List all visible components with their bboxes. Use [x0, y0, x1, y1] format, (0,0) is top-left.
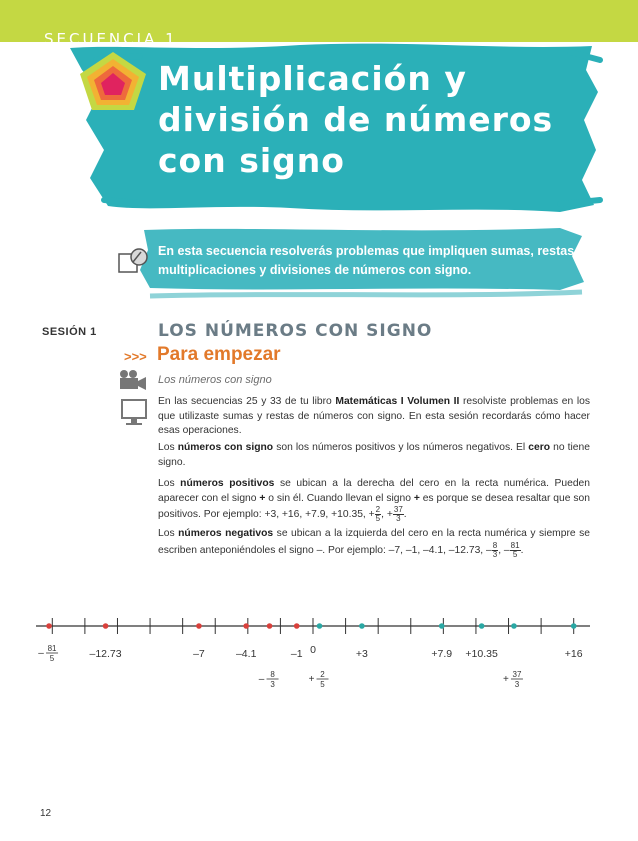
number-line-point — [479, 623, 485, 629]
number-line — [0, 600, 638, 700]
fraction: $\frac{2}{5}$ — [375, 505, 381, 523]
number-line-fraction-label — [38, 644, 58, 663]
number-line-label: +10.35 — [465, 648, 498, 660]
fraction: $\frac{8}{3}$ — [492, 540, 498, 559]
number-line-label: –4.1 — [235, 648, 257, 660]
number-line-label: +3 — [355, 648, 368, 660]
arrows-marker: >>> — [124, 349, 147, 364]
number-line-point — [196, 623, 202, 629]
number-line-point — [46, 623, 52, 629]
number-line-denominator: 5 — [49, 654, 55, 663]
number-line-point — [267, 623, 273, 629]
number-line-label: –1 — [290, 648, 303, 660]
title-line: Multiplicación y — [158, 59, 467, 98]
fraction: $\frac{81}{5}$ — [510, 540, 520, 559]
section-title: LOS NÚMEROS CON SIGNO — [158, 321, 433, 341]
computer-monitor-icon — [120, 398, 148, 428]
title-line: con signo — [158, 141, 345, 180]
sequence-label: SECUENCIA 1 — [44, 30, 178, 48]
number-line-numerator: 37 — [512, 670, 522, 679]
digital-resource-icon — [117, 246, 151, 276]
number-line-label: –12.73 — [89, 648, 122, 660]
number-line-label: 0 — [310, 644, 316, 656]
number-line-label: –7 — [193, 648, 205, 660]
number-line-sign: – — [258, 674, 265, 685]
number-line-denominator: 5 — [320, 680, 325, 689]
session-label: SESIÓN 1 — [42, 326, 97, 338]
number-line-point — [439, 623, 445, 629]
page-number: 12 — [40, 808, 52, 819]
number-line-point — [294, 623, 300, 629]
title-line: división de números — [158, 100, 554, 139]
number-line-sign: + — [308, 674, 315, 685]
number-line-fraction-label — [503, 670, 523, 689]
paragraph-previous-work: En las secuencias 25 y 33 de tu libro Matemáticas I Volumen II resolviste problemas en los que utilizaste sumas y restas de números con signo. En esta sesión recordarás cómo hacer esas operaciones. — [158, 396, 590, 436]
subsection-title: Para empezar — [157, 344, 281, 365]
video-camera-icon — [118, 369, 148, 391]
number-line-point — [103, 623, 109, 629]
sequence-intro: En esta secuencia resolverás problemas que impliquen sumas, restas, multiplicaciones y divisiones de números con signo. — [158, 244, 578, 277]
paragraph-signed-numbers: Los números con signo son los números positivos y los números negativos. El cero no tiene signo. — [158, 442, 590, 468]
sequence-pentagon-logo — [78, 50, 148, 112]
number-line-denominator: 3 — [514, 680, 520, 689]
number-line-fraction-label — [259, 670, 279, 689]
number-line-sign: – — [38, 648, 44, 659]
paragraph-positive-numbers: Los números positivos se ubican a la derecha del cero en la recta numérica. Pueden aparecer con el signo + o sin él. Cuando llevan el signo + es porque se desea resaltar que son positivos. Por ejemplo: +3, +16, +7.9, +10.35, + $\frac{2}{5}$ , + $\frac{37}{3}$ . — [158, 478, 591, 523]
number-line-point — [571, 623, 577, 629]
number-line-fraction-label — [309, 670, 329, 689]
number-line-label: +16 — [564, 648, 583, 660]
number-line-numerator: 8 — [270, 670, 275, 679]
number-line-point — [359, 623, 365, 629]
page-title — [158, 58, 598, 181]
number-line-sign: + — [503, 674, 509, 685]
number-line-numerator: 81 — [47, 644, 57, 653]
number-line-point — [511, 623, 517, 629]
video-resource-label: Los números con signo — [158, 374, 272, 386]
paragraph-negative-numbers: Los números negativos se ubican a la izquierda del cero en la recta numérica y siempre se escriben anteponiéndoles el signo –. Por ejemplo: –7, –1, –4.1, –12.73, – $\frac{8}{3}$ , – $\frac{81}{5}$ . — [158, 528, 591, 559]
number-line-denominator: 3 — [270, 680, 275, 689]
number-line-point — [243, 623, 249, 629]
number-line-numerator: 2 — [320, 670, 325, 679]
number-line-label: +7.9 — [431, 648, 453, 660]
number-line-point — [317, 623, 323, 629]
fraction: $\frac{37}{3}$ — [393, 505, 403, 523]
